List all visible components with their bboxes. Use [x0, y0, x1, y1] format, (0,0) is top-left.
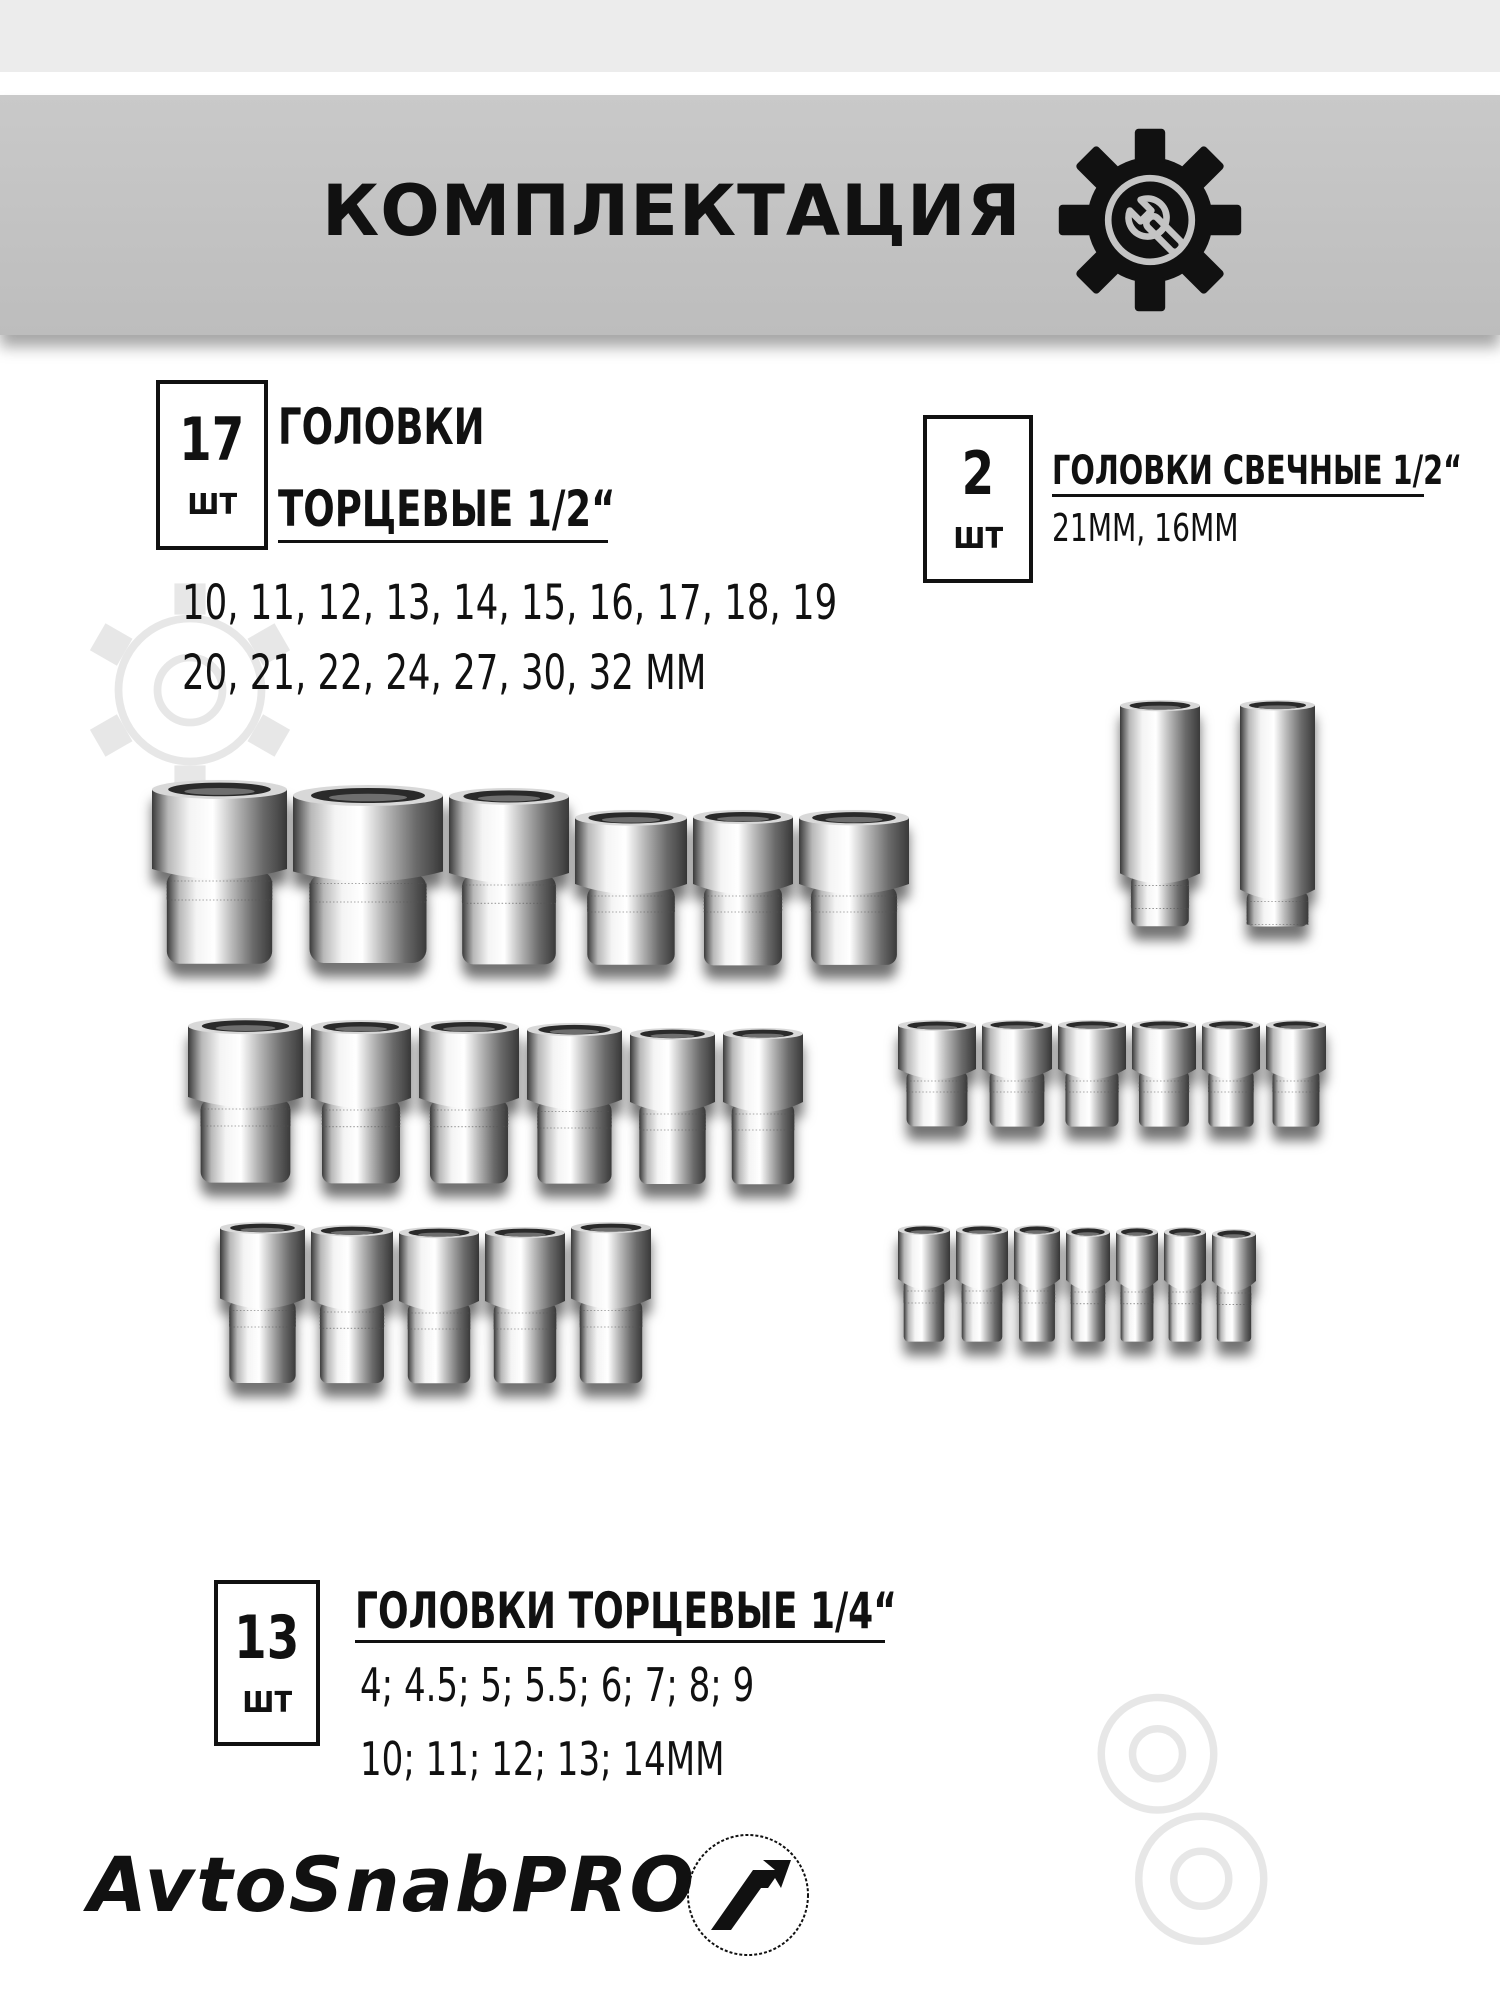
- spark-set-underline: [1052, 494, 1424, 497]
- top-strip: [0, 0, 1500, 72]
- socket-photo: [188, 1018, 303, 1188]
- socket-photo: [898, 1020, 976, 1130]
- socket-photo: [1066, 1227, 1110, 1345]
- quantity-box-17: [156, 380, 268, 550]
- quarter-socket-row-1: [898, 1020, 1332, 1130]
- quantity-unit: шт: [953, 513, 1003, 557]
- socket-photo: [399, 1227, 479, 1387]
- quarter-set-underline: [355, 1640, 885, 1643]
- spark-set-sizes: 21ММ, 16ММ: [1052, 506, 1239, 550]
- socket-photo: [1202, 1020, 1260, 1130]
- quantity-box-2: [923, 415, 1033, 583]
- socket-photo: [1132, 1020, 1196, 1130]
- quarter-socket-row-2: [898, 1225, 1262, 1345]
- socket-photo: [723, 1028, 803, 1188]
- socket-photo: [1240, 700, 1315, 930]
- gear-wrench-icon: [1055, 125, 1245, 315]
- socket-photo: [485, 1227, 565, 1387]
- socket-photo: [1116, 1227, 1158, 1345]
- socket-photo: [1014, 1225, 1060, 1345]
- main-set-title-line1: ГОЛОВКИ: [278, 398, 485, 456]
- socket-photo: [220, 1222, 305, 1387]
- socket-photo: [956, 1225, 1008, 1345]
- socket-photo: [630, 1028, 715, 1188]
- main-set-underline: [278, 540, 608, 543]
- socket-photo: [571, 1222, 651, 1387]
- main-set-title-line2: ТОРЦЕВЫЕ 1/2“: [278, 480, 616, 538]
- socket-photo: [799, 810, 909, 970]
- socket-photo: [1120, 700, 1200, 930]
- socket-photo: [1212, 1229, 1256, 1345]
- road-arrow-logo-icon: [683, 1830, 813, 1960]
- socket-photo: [1266, 1020, 1326, 1130]
- socket-photo: [293, 785, 443, 970]
- socket-row-large: [152, 780, 915, 970]
- socket-photo: [575, 810, 687, 970]
- quantity-box-13: [214, 1580, 320, 1746]
- socket-row-medium: [188, 1018, 811, 1188]
- socket-photo: [449, 788, 569, 970]
- socket-photo: [898, 1225, 950, 1345]
- quarter-set-title: ГОЛОВКИ ТОРЦЕВЫЕ 1/4“: [355, 1582, 897, 1640]
- socket-photo: [311, 1225, 393, 1387]
- quarter-set-sizes-line2: 10; 11; 12; 13; 14ММ: [360, 1732, 725, 1786]
- socket-photo: [527, 1023, 622, 1188]
- socket-photo: [982, 1020, 1052, 1130]
- page-title: КОМПЛЕКТАЦИЯ: [322, 170, 1022, 252]
- quantity-unit: шт: [242, 1677, 292, 1721]
- spark-plug-sockets: [1120, 700, 1355, 930]
- socket-photo: [1164, 1227, 1206, 1345]
- brand-name: AvtoSnabPRO: [88, 1840, 697, 1929]
- socket-photo: [1058, 1020, 1126, 1130]
- socket-photo: [693, 810, 793, 970]
- quarter-set-sizes-line1: 4; 4.5; 5; 5.5; 6; 7; 8; 9: [360, 1658, 755, 1712]
- main-set-sizes-line2: 20, 21, 22, 24, 27, 30, 32 ММ: [182, 645, 707, 701]
- main-set-sizes-line1: 10, 11, 12, 13, 14, 15, 16, 17, 18, 19: [182, 575, 838, 631]
- socket-photo: [311, 1020, 411, 1188]
- watermark-gear-icon: [1040, 1660, 1300, 1960]
- socket-photo: [419, 1020, 519, 1188]
- spark-set-title: ГОЛОВКИ СВЕЧНЫЕ 1/2“: [1052, 448, 1463, 494]
- quantity-number: 13: [234, 1603, 300, 1673]
- socket-photo: [152, 780, 287, 970]
- quantity-number: 17: [179, 405, 245, 475]
- quantity-unit: шт: [187, 479, 237, 523]
- socket-row-small: [220, 1222, 657, 1387]
- quantity-number: 2: [961, 439, 995, 509]
